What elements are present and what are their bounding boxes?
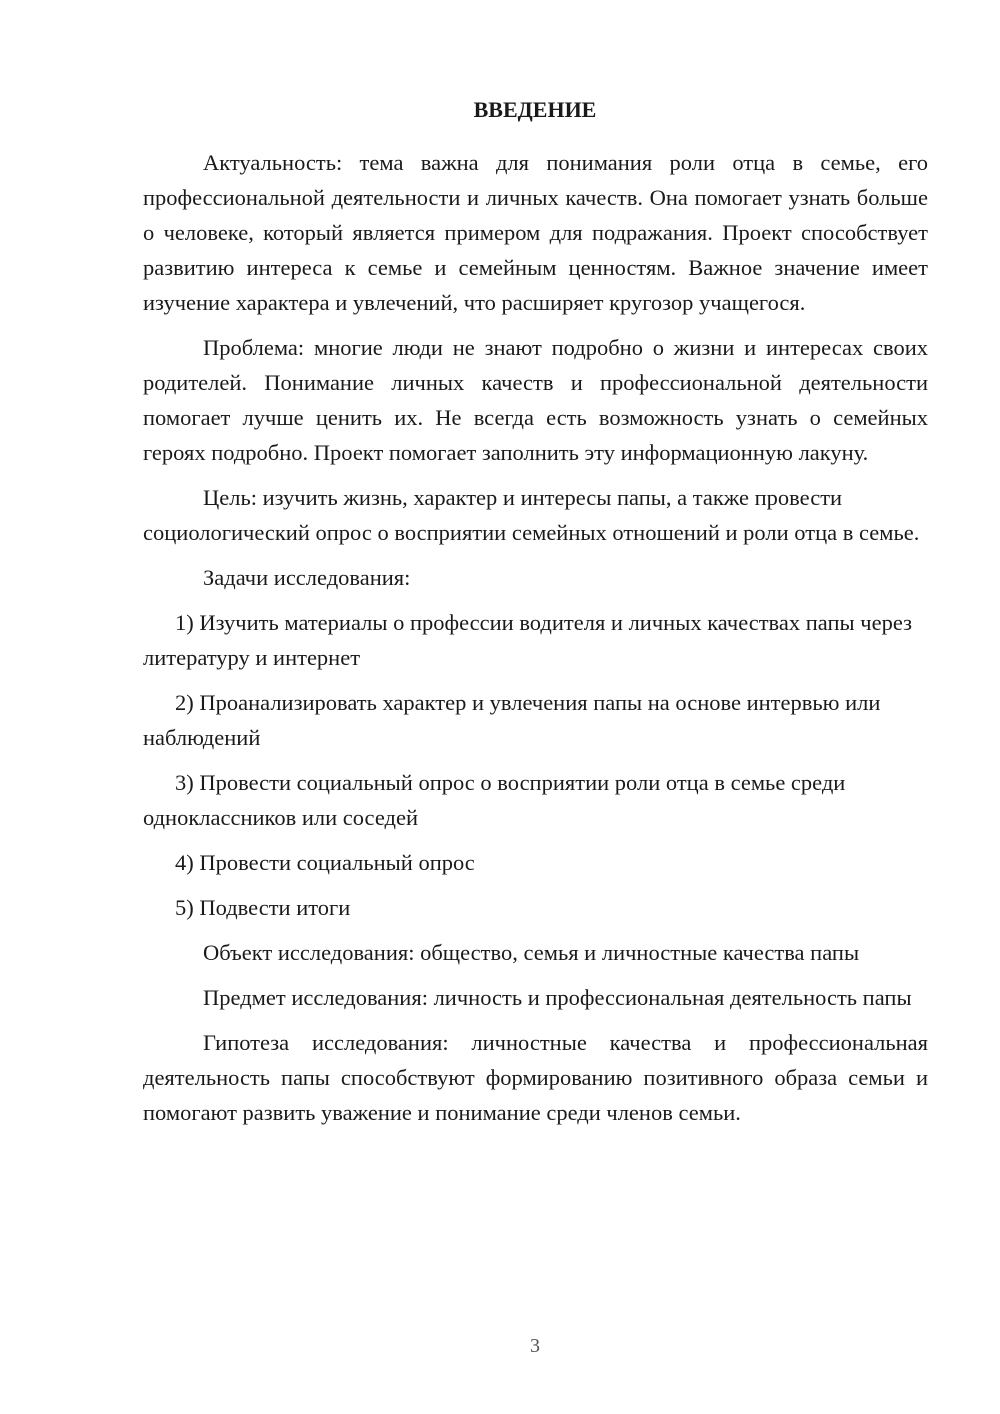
paragraph-hypothesis: Гипотеза исследования: личностные качества и профессиональная деятельность папы способствуют формированию позитивного образа семьи и помогают развить уважение и понимание среди членов семьи. [143, 1030, 928, 1125]
paragraph-subject: Предмет исследования: личность и профессиональная деятельность папы [203, 985, 912, 1010]
task-item-3: 3) Провести социальный опрос о восприятии роли отца в семье среди одноклассников или соседей [143, 770, 846, 830]
document-body [143, 145, 928, 1130]
paragraph-goal: Цель: изучить жизнь, характер и интересы папы, а также провести социологический опрос о восприятии семейных отношений и роли отца в семье. [143, 485, 920, 545]
task-item-5: 5) Подвести итоги [175, 895, 351, 920]
page-number: 3 [530, 1335, 540, 1357]
paragraph-object: Объект исследования: общество, семья и личностные качества папы [203, 940, 860, 965]
task-item-1: 1) Изучить материалы о профессии водителя и личных качествах папы через литературу и интернет [143, 610, 912, 670]
page-title: ВВЕДЕНИЕ [473, 97, 597, 122]
task-item-2: 2) Проанализировать характер и увлечения папы на основе интервью или наблюдений [143, 690, 881, 750]
task-item-4: 4) Провести социальный опрос [175, 850, 475, 875]
paragraph-problem: Проблема: многие люди не знают подробно о жизни и интересах своих родителей. Понимание личных качеств и профессиональной деятельности помогает лучше ценить их. Не всегда есть возможность узнать о семейных героях подробно. Проект помогает заполнить эту информационную лакуну. [143, 335, 928, 465]
paragraph-relevance: Актуальность: тема важна для понимания роли отца в семье, его профессиональной деятельности и личных качеств. Она помогает узнать больше о человеке, который является примером для подражания. Проект способствует развитию интереса к семье и семейным ценностям. Важное значение имеет изучение характера и увлечений, что расширяет кругозор учащегося. [143, 150, 928, 315]
tasks-heading: Задачи исследования: [203, 565, 411, 590]
